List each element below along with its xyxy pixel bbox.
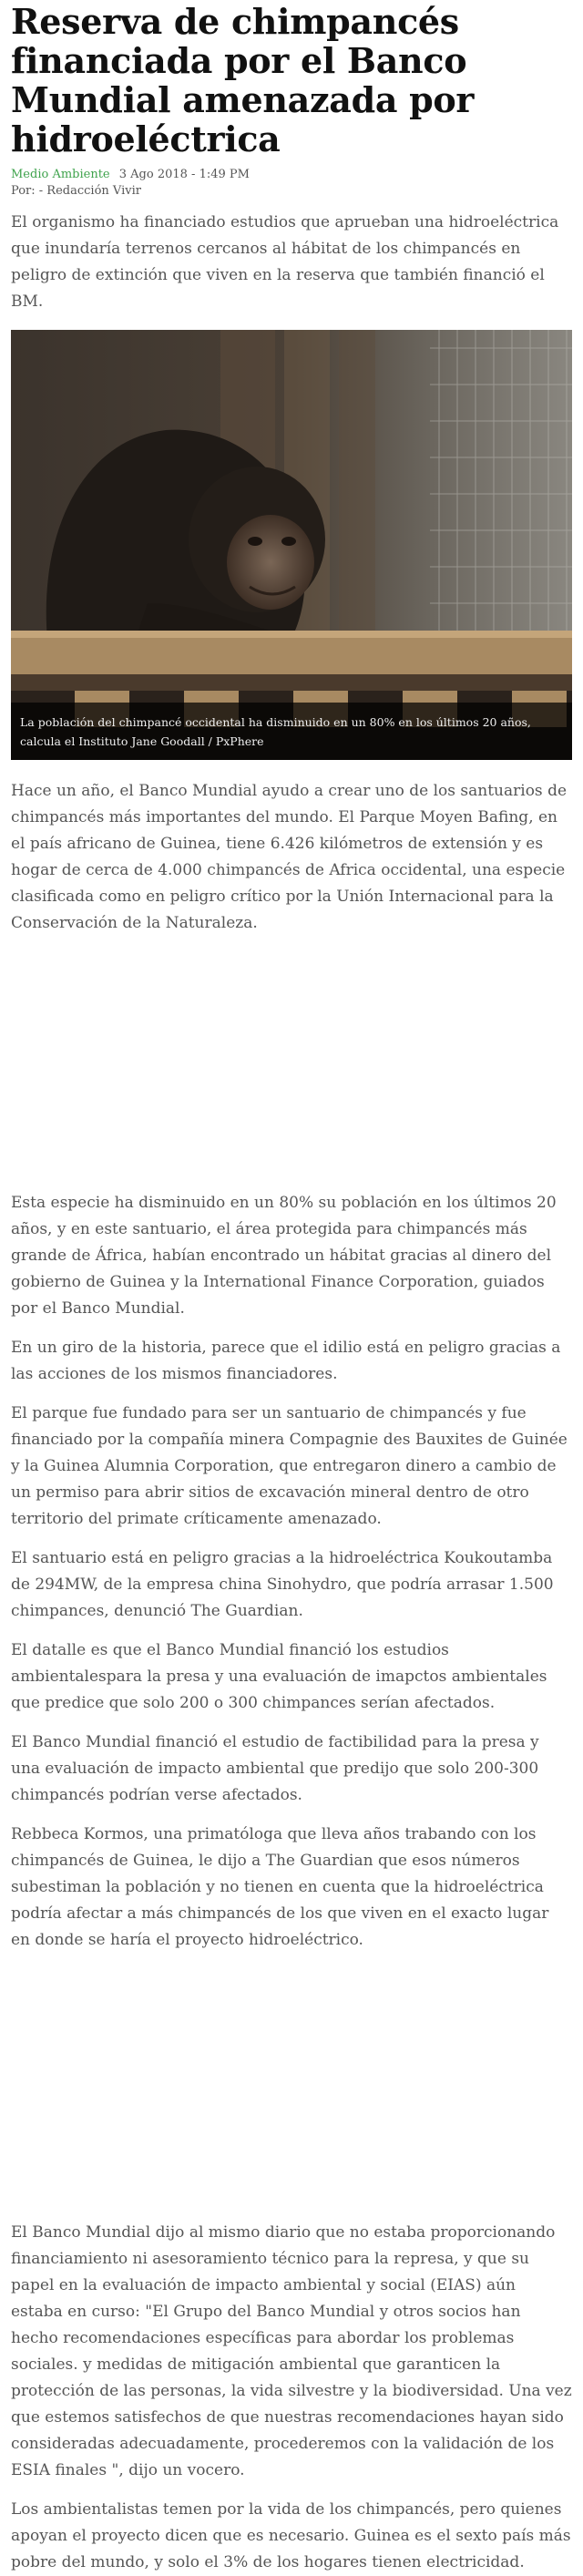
- paragraph: El datalle es que el Banco Mundial financió los estudios ambientalespara la presa y una evaluación de imapctos ambientales que predice que solo 200 o 300 chimpances serían afectados.: [11, 1641, 547, 1712]
- publish-date: 3 Ago 2018 - 1:49 PM: [118, 168, 250, 181]
- ad-placeholder: [11, 937, 572, 1190]
- paragraph: El Banco Mundial financió el estudio de factibilidad para la presa y una evaluación de impacto ambiental que predijo que solo 200-300 chimpancés podrían verse afectados.: [11, 1733, 539, 1804]
- ad-placeholder: [11, 1954, 572, 2220]
- category-link[interactable]: Medio Ambiente: [11, 168, 110, 181]
- paragraph: El parque fue fundado para ser un santuario de chimpancés y fue financiado por la compañía minera Compagnie des Bauxites de Guinée y la Guinea Alumnia Corporation, que entregaron dinero a cambio de un permiso para abrir sitios de excavación mineral dentro de otro territorio del primate críticamente amenazado.: [11, 1404, 568, 1528]
- image-caption: La población del chimpancé occidental ha disminuido en un 80% en los últimos 20 años, calcula el Instituto Jane Goodall / PxPhere: [11, 703, 572, 760]
- paragraph: Esta especie ha disminuido en un 80% su población en los últimos 20 años, y en este santuario, el área protegida para chimpancés más grande de África, habían encontrado un hábitat gracias al dinero del gobierno de Guinea y la International Finance Corporation, guiados por el Banco Mundial.: [11, 1194, 557, 1318]
- paragraph: En un giro de la historia, parece que el idilio está en peligro gracias a las acciones de los mismos financiadores.: [11, 1339, 561, 1383]
- article-meta: [11, 168, 572, 199]
- paragraph: Hace un año, el Banco Mundial ayudo a crear uno de los santuarios de chimpancés más importantes del mundo. El Parque Moyen Bafing, en el país africano de Guinea, tiene 6.426 kilómetros de extensión y es hogar de cerca de 4.000 chimpancés de Africa occidental, una especie clasificada como en peligro crítico por la Unión Internacional para la Conservación de la Naturaleza.: [11, 782, 568, 932]
- paragraph: El santuario está en peligro gracias a la hidroeléctrica Koukoutamba de 294MW, de la empresa china Sinohydro, que podría arrasar 1.500 chimpances, denunció The Guardian.: [11, 1549, 554, 1620]
- article-lead: El organismo ha financiado estudios que aprueban una hidroeléctrica que inundaría terrenos cercanos al hábitat de los chimpancés en peligro de extinción que viven en la reserva que también financió el BM.: [11, 213, 559, 311]
- article-image: [11, 330, 572, 760]
- author: Por: - Redacción Vivir: [11, 184, 141, 198]
- article-title: Reserva de chimpancés financiada por el Banco Mundial amenazada por hidroeléctrica: [11, 1, 475, 159]
- paragraph: El Banco Mundial dijo al mismo diario que no estaba proporcionando financiamiento ni asesoramiento técnico para la represa, y que su papel en la evaluación de impacto ambiental y social (EIAS) aún estaba en curso: "El Grupo del Banco Mundial y otros socios han hecho recomendaciones específicas para abordar los problemas sociales. y medidas de mitigación ambiental que garanticen la protección de las personas, la vida silvestre y la biodiversidad. Una vez que estemos satisfechos de que nuestras recomendaciones hayan sido consideradas adecuadamente, procederemos con la validación de los ESIA finales ", dijo un vocero.: [11, 2223, 572, 2479]
- paragraph: Los ambientalistas temen por la vida de los chimpancés, pero quienes apoyan el proyecto dicen que es necesario. Guinea es el sexto país más pobre del mundo, y solo el 3% de los hogares tienen electricidad.: [11, 2500, 571, 2571]
- paragraph: Rebbeca Kormos, una primatóloga que lleva años trabando con los chimpancés de Guinea, le dijo a The Guardian que esos números subestiman la población y no tienen en cuenta que la hidroeléctrica podría afectar a más chimpancés de los que viven en el exacto lugar en donde se haría el proyecto hidroeléctrico.: [11, 1825, 549, 1949]
- chimpanzee-photo: [11, 330, 572, 760]
